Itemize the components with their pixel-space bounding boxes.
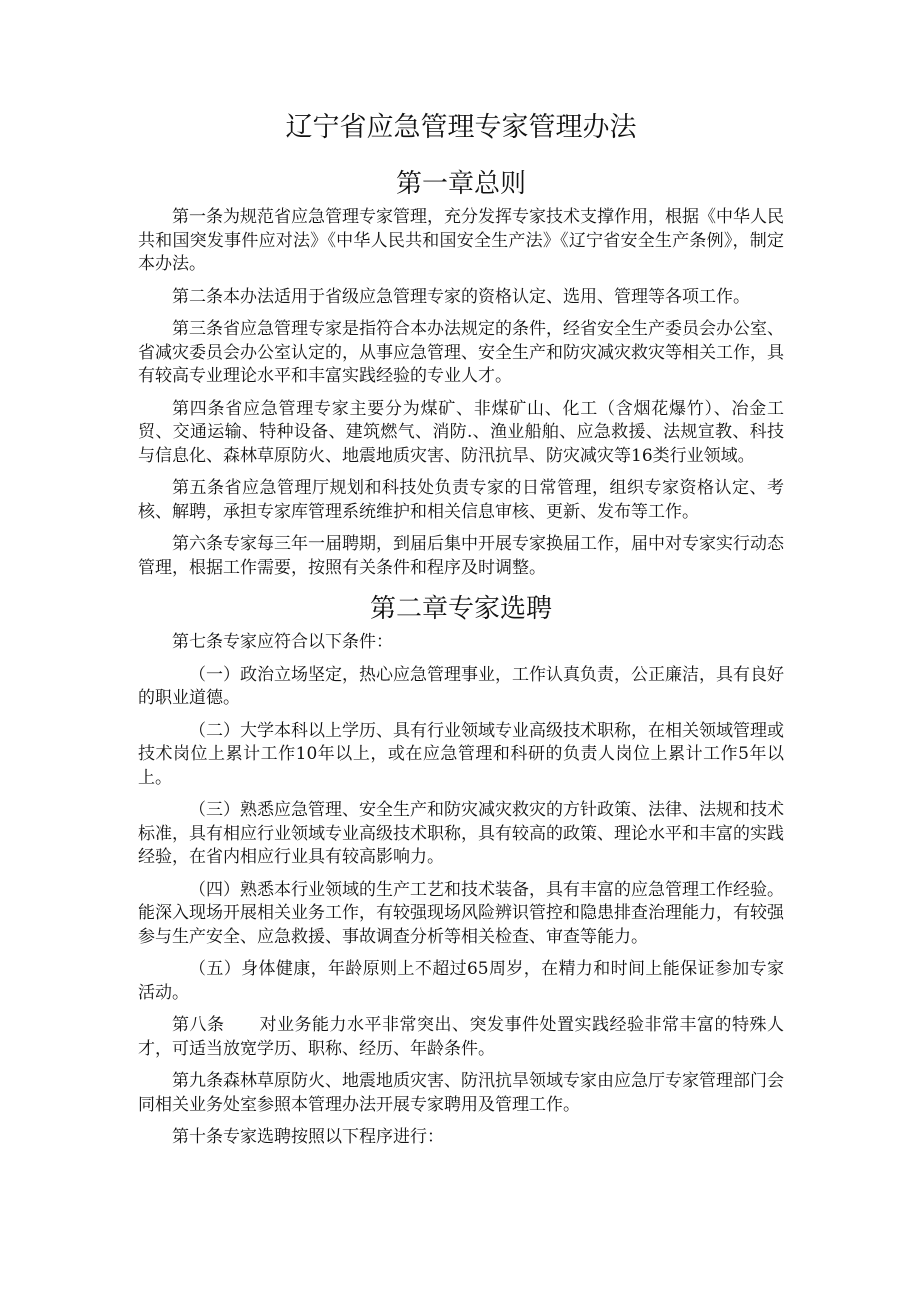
document-title: 辽宁省应急管理专家管理办法 [285,112,637,143]
chapter-2-heading: 第二章专家选聘 [369,594,552,624]
article-9: 第九条森林草原防火、地震地质灾害、防汛抗旱领域专家由应急厅专家管理部门会同相关业务处室参照本管理办法开展专家聘用及管理工作。 [138,1071,784,1115]
article-7: 第七条专家应符合以下条件： [172,632,393,652]
article-4: 第四条省应急管理专家主要分为煤矿、非煤矿山、化工（含烟花爆竹）、冶金工贸、交通运输、特种设备、建筑燃气、消防.、渔业船舶、应急救援、法规宣教、科技与信息化、森林草原防火、地震地质灾害、防汛抗旱、防灾减灾等16类行业领域。 [138,398,784,466]
article-5: 第五条省应急管理厅规划和科技处负责专家的日常管理，组织专家资格认定、考核、解聘，承担专家库管理系统维护和相关信息审核、更新、发布等工作。 [138,478,784,522]
chapter-1-heading: 第一章总则 [395,169,526,199]
article-3: 第三条省应急管理专家是指符合本办法规定的条件，经省安全生产委员会办公室、省减灾委员会办公室认定的，从事应急管理、安全生产和防灾减灾救灾等相关工作，具有较高专业理论水平和丰富实践经验的专业人才。 [138,319,784,386]
article-1: 第一条为规范省应急管理专家管理，充分发挥专家技术支撑作用，根据《中华人民共和国突发事件应对法》《中华人民共和国安全生产法》《辽宁省安全生产条例》，制定本办法。 [138,207,784,274]
article-7-item-4: （四）熟悉本行业领域的生产工艺和技术装备，具有丰富的应急管理工作经验。能深入现场开展相关业务工作，有较强现场风险辨识管控和隐患排查治理能力，有较强参与生产安全、应急救援、事故调查分析等相关检查、审查等能力。 [138,879,784,947]
article-7-item-2: （二）大学本科以上学历、具有行业领域专业高级技术职称，在相关领域管理或技术岗位上累计工作10年以上，或在应急管理和科研的负责人岗位上累计工作5年以上。 [138,720,784,788]
article-8: 第八条 对业务能力水平非常突出、突发事件处置实践经验非常丰富的特殊人才，可适当放宽学历、职称、经历、年龄条件。 [138,1015,784,1059]
article-7-item-3: （三）熟悉应急管理、安全生产和防灾减灾救灾的方针政策、法律、法规和技术标准，具有相应行业领域专业高级技术职称，具有较高的政策、理论水平和丰富的实践经验，在省内相应行业具有较高影响力。 [138,800,784,867]
article-7-item-5: （五）身体健康，年龄原则上不超过65周岁，在精力和时间上能保证参加专家活动。 [138,959,784,1003]
article-6: 第六条专家每三年一届聘期，到届后集中开展专家换届工作，届中对专家实行动态管理，根据工作需要，按照有关条件和程序及时调整。 [138,534,784,578]
document-body [138,106,784,1159]
article-7-item-1: （一）政治立场坚定，热心应急管理事业，工作认真负责，公正廉洁，具有良好的职业道德。 [138,664,784,708]
article-2: 第二条本办法适用于省级应急管理专家的资格认定、选用、管理等各项工作。 [172,286,750,307]
article-10: 第十条专家选聘按照以下程序进行： [172,1127,444,1147]
